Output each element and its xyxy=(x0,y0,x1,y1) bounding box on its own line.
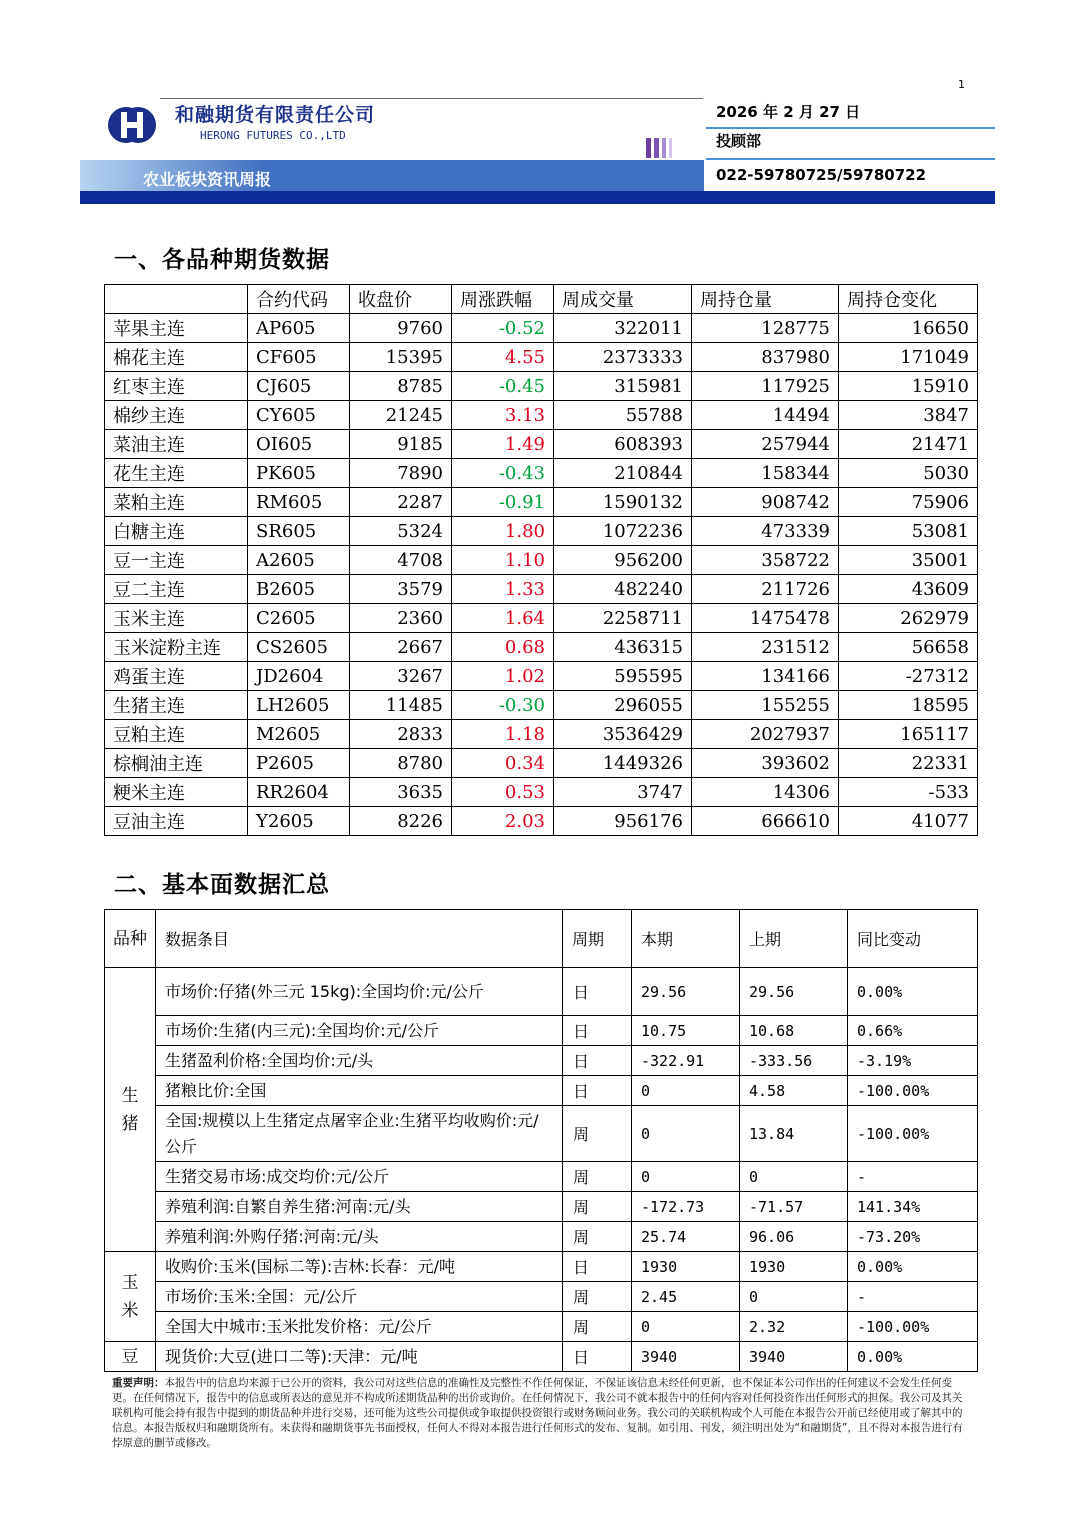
cell-code: OI605 xyxy=(248,430,350,459)
cell-change: 0.34 xyxy=(452,749,554,778)
cell-code: CY605 xyxy=(248,401,350,430)
table-row xyxy=(105,662,978,691)
cell-code: CJ605 xyxy=(248,372,350,401)
cell-item: 养殖利润:自繁自养生猪:河南:元/头 xyxy=(156,1192,563,1222)
cell-close: 7890 xyxy=(350,459,452,488)
cell-item: 全国:规模以上生猪定点屠宰企业:生猪平均收购价:元/公斤 xyxy=(156,1106,563,1162)
cell-volume: 1590132 xyxy=(554,488,692,517)
cell-oi-change: 41077 xyxy=(839,807,978,836)
table-row xyxy=(105,1312,978,1342)
cell-oi: 358722 xyxy=(692,546,839,575)
fundamentals-table xyxy=(104,909,978,1372)
header-cell: 收盘价 xyxy=(350,285,452,314)
cell-close: 2667 xyxy=(350,633,452,662)
cell-oi-change: 3847 xyxy=(839,401,978,430)
cell-item: 猪粮比价:全国 xyxy=(156,1076,563,1106)
cell-oi: 257944 xyxy=(692,430,839,459)
decorative-stripes xyxy=(646,138,676,158)
table-row xyxy=(105,1342,978,1372)
cell-current: 3940 xyxy=(632,1342,740,1372)
cell-code: M2605 xyxy=(248,720,350,749)
cell-change: 0.53 xyxy=(452,778,554,807)
cell-change: -0.91 xyxy=(452,488,554,517)
cell-close: 2833 xyxy=(350,720,452,749)
cell-period: 日 xyxy=(563,1342,632,1372)
cell-item: 生猪交易市场:成交均价:元/公斤 xyxy=(156,1162,563,1192)
cell-oi: 393602 xyxy=(692,749,839,778)
cell-change: -0.30 xyxy=(452,691,554,720)
table-row xyxy=(105,604,978,633)
cell-change: 2.03 xyxy=(452,807,554,836)
cell-name: 豆油主连 xyxy=(105,807,248,836)
cell-change: 1.33 xyxy=(452,575,554,604)
cell-change: 4.55 xyxy=(452,343,554,372)
header-cell: 周涨跌幅 xyxy=(452,285,554,314)
cell-change: 3.13 xyxy=(452,401,554,430)
cell-oi-change: 16650 xyxy=(839,314,978,343)
header-rule xyxy=(706,158,995,160)
cell-code: A2605 xyxy=(248,546,350,575)
header-cell: 周持仓变化 xyxy=(839,285,978,314)
cell-oi-change: 18595 xyxy=(839,691,978,720)
category-label: 豆 xyxy=(121,1346,139,1367)
cell-volume: 3536429 xyxy=(554,720,692,749)
cell-change: 0.00% xyxy=(848,1252,978,1282)
cell-oi: 1475478 xyxy=(692,604,839,633)
category-label: 生猪 xyxy=(121,1085,139,1134)
cell-period: 周 xyxy=(563,1282,632,1312)
disclaimer-text: 本报告中的信息均来源于已公开的资料，我公司对这些信息的准确性及完整性不作任何保证，不保证该信息未经任何更新，也不保证本公司作出的任何建议不会发生任何变更。在任何情况下，报告中的信息或所表达的意见并不构成所述期货品种的出价或询价。在任何情况下，我公司不就本报告中的任何内容对任何投资作出任何形式的担保。我公司及其关联机构可能会持有报告中提到的期货品种并进行交易，还可能为这些公司提供或争取提供投资银行或财务顾问业务。我公司的关联机构或个人可能在本报告公开前已经使用或了解其中的信息。本报告版权归和融期货所有。未获得和融期货事先书面授权，任何人不得对本报告进行任何形式的发布、复制。如引用、刊发，须注明出处为“和融期货”，且不得对本报告进行有悖原意的删节或修改。 xyxy=(112,1377,963,1449)
cell-previous: -71.57 xyxy=(740,1192,848,1222)
cell-oi: 837980 xyxy=(692,343,839,372)
cell-close: 8785 xyxy=(350,372,452,401)
cell-current: 0 xyxy=(632,1312,740,1342)
table-row xyxy=(105,1076,978,1106)
cell-name: 棉花主连 xyxy=(105,343,248,372)
cell-oi-change: 75906 xyxy=(839,488,978,517)
table-row xyxy=(105,1282,978,1312)
cell-item: 现货价:大豆(进口二等):天津：元/吨 xyxy=(156,1342,563,1372)
cell-close: 3579 xyxy=(350,575,452,604)
cell-change: - xyxy=(848,1282,978,1312)
cell-code: B2605 xyxy=(248,575,350,604)
cell-code: RM605 xyxy=(248,488,350,517)
table-row xyxy=(105,459,978,488)
company-name-cn: 和融期货有限责任公司 xyxy=(175,104,376,126)
table-header-row xyxy=(105,285,978,314)
cell-oi: 117925 xyxy=(692,372,839,401)
cell-item: 养殖利润:外购仔猪:河南:元/头 xyxy=(156,1222,563,1252)
cell-change: 0.00% xyxy=(848,1342,978,1372)
contact-phone: 022-59780725/59780722 xyxy=(716,166,927,184)
cell-volume: 315981 xyxy=(554,372,692,401)
table-row xyxy=(105,807,978,836)
cell-period: 周 xyxy=(563,1106,632,1162)
cell-name: 生猪主连 xyxy=(105,691,248,720)
cell-current: 29.56 xyxy=(632,968,740,1016)
cell-change: -100.00% xyxy=(848,1076,978,1106)
disclaimer-label: 重要声明： xyxy=(112,1377,165,1389)
cell-period: 日 xyxy=(563,1046,632,1076)
cell-oi: 155255 xyxy=(692,691,839,720)
cell-item: 收购价:玉米(国标二等):吉林:长春：元/吨 xyxy=(156,1252,563,1282)
cell-code: PK605 xyxy=(248,459,350,488)
cell-change: -0.45 xyxy=(452,372,554,401)
cell-code: RR2604 xyxy=(248,778,350,807)
cell-close: 3635 xyxy=(350,778,452,807)
cell-oi-change: 22331 xyxy=(839,749,978,778)
table-row xyxy=(105,1016,978,1046)
cell-oi-change: 35001 xyxy=(839,546,978,575)
cell-current: 0 xyxy=(632,1162,740,1192)
table-row xyxy=(105,430,978,459)
cell-period: 日 xyxy=(563,968,632,1016)
table-row xyxy=(105,633,978,662)
cell-current: 0 xyxy=(632,1106,740,1162)
cell-oi-change: 262979 xyxy=(839,604,978,633)
section-title: 一、各品种期货数据 xyxy=(114,247,330,273)
cell-name: 粳米主连 xyxy=(105,778,248,807)
cell-close: 15395 xyxy=(350,343,452,372)
header-bar xyxy=(80,191,995,204)
table-row xyxy=(105,749,978,778)
cell-name: 菜油主连 xyxy=(105,430,248,459)
header-cell: 数据条目 xyxy=(156,910,563,968)
cell-change: -100.00% xyxy=(848,1312,978,1342)
table-row xyxy=(105,720,978,749)
cell-oi-change: 53081 xyxy=(839,517,978,546)
table-row xyxy=(105,517,978,546)
cell-oi-change: 165117 xyxy=(839,720,978,749)
cell-current: 10.75 xyxy=(632,1016,740,1046)
cell-current: -322.91 xyxy=(632,1046,740,1076)
cell-current: 2.45 xyxy=(632,1282,740,1312)
cell-oi-change: 43609 xyxy=(839,575,978,604)
cell-name: 花生主连 xyxy=(105,459,248,488)
company-name-en: HERONG FUTURES CO.,LTD xyxy=(200,129,346,142)
cell-volume: 210844 xyxy=(554,459,692,488)
table-row xyxy=(105,1106,978,1162)
cell-oi: 158344 xyxy=(692,459,839,488)
cell-oi-change: -27312 xyxy=(839,662,978,691)
cell-change: 1.64 xyxy=(452,604,554,633)
cell-change: 1.80 xyxy=(452,517,554,546)
cell-close: 4708 xyxy=(350,546,452,575)
header-cell: 同比变动 xyxy=(848,910,978,968)
table-row xyxy=(105,401,978,430)
cell-change: 0.68 xyxy=(452,633,554,662)
cell-oi-change: 5030 xyxy=(839,459,978,488)
cell-oi-change: 171049 xyxy=(839,343,978,372)
cell-period: 周 xyxy=(563,1192,632,1222)
table-row xyxy=(105,546,978,575)
page-number: 1 xyxy=(958,78,965,91)
cell-close: 9185 xyxy=(350,430,452,459)
cell-volume: 482240 xyxy=(554,575,692,604)
cell-name: 玉米淀粉主连 xyxy=(105,633,248,662)
table-row xyxy=(105,575,978,604)
cell-code: LH2605 xyxy=(248,691,350,720)
cell-previous: 4.58 xyxy=(740,1076,848,1106)
cell-change: -100.00% xyxy=(848,1106,978,1162)
report-date: 2026 年 2 月 27 日 xyxy=(716,103,861,121)
cell-name: 红枣主连 xyxy=(105,372,248,401)
cell-volume: 608393 xyxy=(554,430,692,459)
table-row xyxy=(105,1162,978,1192)
cell-previous: 29.56 xyxy=(740,968,848,1016)
cell-volume: 956200 xyxy=(554,546,692,575)
cell-oi: 2027937 xyxy=(692,720,839,749)
disclaimer xyxy=(112,1376,970,1451)
company-logo xyxy=(107,106,157,144)
cell-oi: 908742 xyxy=(692,488,839,517)
table-row xyxy=(105,372,978,401)
cell-current: -172.73 xyxy=(632,1192,740,1222)
cell-change: - xyxy=(848,1162,978,1192)
header-cell: 周期 xyxy=(563,910,632,968)
cell-oi: 211726 xyxy=(692,575,839,604)
category-cell xyxy=(105,968,156,1252)
cell-period: 日 xyxy=(563,1076,632,1106)
cell-name: 棉纱主连 xyxy=(105,401,248,430)
cell-item: 全国大中城市:玉米批发价格：元/公斤 xyxy=(156,1312,563,1342)
report-title: 农业板块资讯周报 xyxy=(143,170,272,189)
cell-volume: 595595 xyxy=(554,662,692,691)
cell-period: 日 xyxy=(563,1016,632,1046)
cell-volume: 2258711 xyxy=(554,604,692,633)
cell-change: 0.00% xyxy=(848,968,978,1016)
table-row xyxy=(105,343,978,372)
cell-volume: 2373333 xyxy=(554,343,692,372)
cell-name: 豆一主连 xyxy=(105,546,248,575)
cell-name: 苹果主连 xyxy=(105,314,248,343)
cell-oi-change: -533 xyxy=(839,778,978,807)
cell-item: 市场价:仔猪(外三元 15kg):全国均价:元/公斤 xyxy=(156,968,563,1016)
category-label: 玉米 xyxy=(121,1272,139,1321)
cell-oi-change: 56658 xyxy=(839,633,978,662)
header-cell-category: 品种 xyxy=(105,910,156,968)
cell-name: 玉米主连 xyxy=(105,604,248,633)
table-row xyxy=(105,1192,978,1222)
table-row xyxy=(105,1222,978,1252)
cell-close: 3267 xyxy=(350,662,452,691)
cell-item: 市场价:玉米:全国：元/公斤 xyxy=(156,1282,563,1312)
table-header-row xyxy=(105,910,978,968)
cell-oi-change: 21471 xyxy=(839,430,978,459)
cell-name: 鸡蛋主连 xyxy=(105,662,248,691)
cell-volume: 436315 xyxy=(554,633,692,662)
cell-close: 11485 xyxy=(350,691,452,720)
cell-close: 2287 xyxy=(350,488,452,517)
department: 投顾部 xyxy=(716,132,762,150)
cell-period: 周 xyxy=(563,1312,632,1342)
cell-oi: 473339 xyxy=(692,517,839,546)
cell-current: 25.74 xyxy=(632,1222,740,1252)
table-row xyxy=(105,778,978,807)
header-cell: 合约代码 xyxy=(248,285,350,314)
cell-change: -0.52 xyxy=(452,314,554,343)
cell-previous: 2.32 xyxy=(740,1312,848,1342)
cell-name: 豆二主连 xyxy=(105,575,248,604)
cell-oi-change: 15910 xyxy=(839,372,978,401)
header-cell: 上期 xyxy=(740,910,848,968)
header-cell: 周持仓量 xyxy=(692,285,839,314)
cell-change: -0.43 xyxy=(452,459,554,488)
cell-previous: 13.84 xyxy=(740,1106,848,1162)
cell-close: 21245 xyxy=(350,401,452,430)
cell-volume: 1072236 xyxy=(554,517,692,546)
cell-code: P2605 xyxy=(248,749,350,778)
cell-oi: 14306 xyxy=(692,778,839,807)
cell-code: SR605 xyxy=(248,517,350,546)
table-row xyxy=(105,1046,978,1076)
table-row xyxy=(105,314,978,343)
cell-close: 2360 xyxy=(350,604,452,633)
category-cell xyxy=(105,1252,156,1342)
cell-code: C2605 xyxy=(248,604,350,633)
cell-oi: 134166 xyxy=(692,662,839,691)
cell-code: CS2605 xyxy=(248,633,350,662)
cell-current: 0 xyxy=(632,1076,740,1106)
cell-change: 1.18 xyxy=(452,720,554,749)
cell-close: 5324 xyxy=(350,517,452,546)
cell-previous: 10.68 xyxy=(740,1016,848,1046)
cell-current: 1930 xyxy=(632,1252,740,1282)
cell-name: 菜粕主连 xyxy=(105,488,248,517)
cell-change: 141.34% xyxy=(848,1192,978,1222)
table-row xyxy=(105,691,978,720)
cell-name: 棕榈油主连 xyxy=(105,749,248,778)
cell-previous: 0 xyxy=(740,1162,848,1192)
cell-item: 生猪盈利价格:全国均价:元/头 xyxy=(156,1046,563,1076)
cell-oi: 666610 xyxy=(692,807,839,836)
cell-previous: 0 xyxy=(740,1282,848,1312)
cell-change: 1.10 xyxy=(452,546,554,575)
cell-volume: 55788 xyxy=(554,401,692,430)
cell-oi: 128775 xyxy=(692,314,839,343)
cell-volume: 296055 xyxy=(554,691,692,720)
section-title: 二、基本面数据汇总 xyxy=(114,872,330,898)
cell-code: JD2604 xyxy=(248,662,350,691)
cell-code: AP605 xyxy=(248,314,350,343)
header-cell xyxy=(105,285,248,314)
cell-volume: 956176 xyxy=(554,807,692,836)
futures-table xyxy=(104,284,978,836)
cell-change: -73.20% xyxy=(848,1222,978,1252)
cell-period: 日 xyxy=(563,1252,632,1282)
table-row xyxy=(105,488,978,517)
cell-period: 周 xyxy=(563,1222,632,1252)
table-row xyxy=(105,968,978,1016)
cell-oi: 231512 xyxy=(692,633,839,662)
cell-change: -3.19% xyxy=(848,1046,978,1076)
cell-change: 0.66% xyxy=(848,1016,978,1046)
cell-previous: 96.06 xyxy=(740,1222,848,1252)
cell-previous: 3940 xyxy=(740,1342,848,1372)
cell-volume: 322011 xyxy=(554,314,692,343)
cell-volume: 3747 xyxy=(554,778,692,807)
cell-change: 1.49 xyxy=(452,430,554,459)
cell-name: 豆粕主连 xyxy=(105,720,248,749)
cell-name: 白糖主连 xyxy=(105,517,248,546)
table-row xyxy=(105,1252,978,1282)
cell-previous: -333.56 xyxy=(740,1046,848,1076)
cell-volume: 1449326 xyxy=(554,749,692,778)
cell-close: 8226 xyxy=(350,807,452,836)
cell-close: 8780 xyxy=(350,749,452,778)
header-cell: 周成交量 xyxy=(554,285,692,314)
cell-close: 9760 xyxy=(350,314,452,343)
cell-code: Y2605 xyxy=(248,807,350,836)
category-cell xyxy=(105,1342,156,1372)
cell-previous: 1930 xyxy=(740,1252,848,1282)
cell-change: 1.02 xyxy=(452,662,554,691)
cell-period: 周 xyxy=(563,1162,632,1192)
header-cell: 本期 xyxy=(632,910,740,968)
cell-oi: 14494 xyxy=(692,401,839,430)
cell-code: CF605 xyxy=(248,343,350,372)
header-rule xyxy=(706,127,995,129)
header-divider xyxy=(160,98,703,99)
cell-item: 市场价:生猪(内三元):全国均价:元/公斤 xyxy=(156,1016,563,1046)
